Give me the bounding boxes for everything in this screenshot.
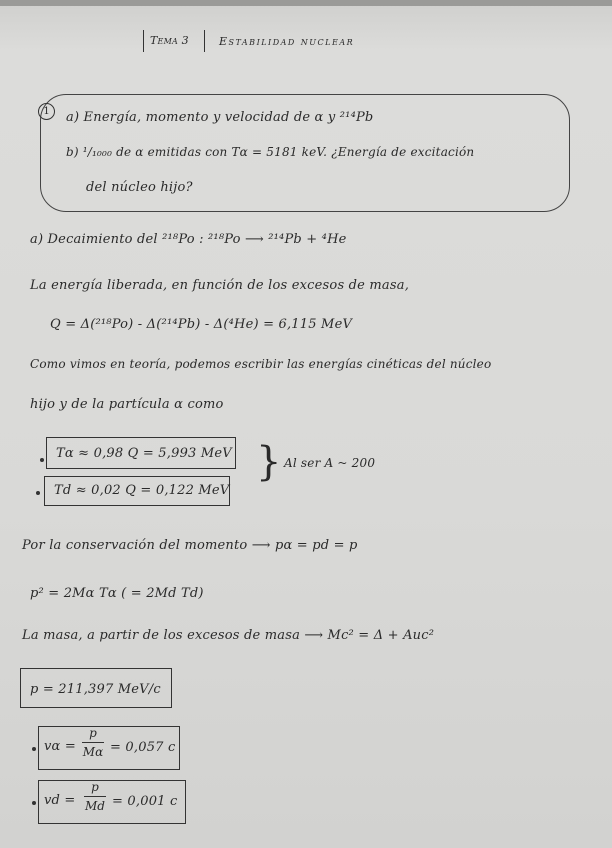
v-d-fraction xyxy=(84,780,106,813)
v-d-denominator: Md xyxy=(85,799,105,813)
problem-part-b-line2: del núcleo hijo? xyxy=(86,180,193,195)
t-alpha-result: Tα ≈ 0,98 Q = 5,993 MeV xyxy=(56,446,232,461)
momentum-equation: p² = 2Mα Tα ( = 2Md Td) xyxy=(30,586,204,601)
theory-text: Como vimos en teoría, podemos escribir las energías cinéticas del núcleo xyxy=(30,357,492,371)
p-result: p = 211,397 MeV/c xyxy=(30,682,161,697)
fraction-bar xyxy=(84,796,106,797)
fraction-bar xyxy=(82,742,104,743)
q-value-equation: Q = Δ(²¹⁸Po) - Δ(²¹⁴Pb) - Δ(⁴He) = 6,115 MeV xyxy=(50,317,353,332)
page-top-edge xyxy=(0,0,612,6)
momentum-conservation: Por la conservación del momento ⟶ pα = pd = p xyxy=(22,538,358,553)
bullet xyxy=(36,491,40,495)
theory-text-2: hijo y de la partícula α como xyxy=(30,397,224,412)
bullet xyxy=(32,801,36,805)
v-alpha-numerator: p xyxy=(89,726,97,740)
mass-number-note: Al ser A ~ 200 xyxy=(284,456,376,470)
bullet xyxy=(40,458,44,462)
problem-part-b-line1: b) ¹/₁₀₀₀ de α emitidas con Tα = 5181 keV. ¿Energía de excitación xyxy=(66,145,475,159)
decay-equation: a) Decaimiento del ²¹⁸Po : ²¹⁸Po ⟶ ²¹⁴Pb + ⁴He xyxy=(30,232,347,247)
problem-number: 1 xyxy=(38,103,55,120)
brace: } xyxy=(256,439,282,485)
v-d-value: = 0,001 c xyxy=(112,794,178,809)
v-alpha-value: = 0,057 c xyxy=(110,740,176,755)
v-d-numerator: p xyxy=(91,780,99,794)
v-d-label: vd = xyxy=(44,793,76,808)
bullet xyxy=(32,747,36,751)
problem-part-a: a) Energía, momento y velocidad de α y ²¹⁴Pb xyxy=(66,110,374,125)
t-d-result: Td ≈ 0,02 Q = 0,122 MeV xyxy=(54,483,230,498)
v-alpha-fraction xyxy=(82,726,104,759)
v-alpha-denominator: Mα xyxy=(82,745,104,759)
v-alpha-label: vα = xyxy=(44,739,76,754)
tema-label: Tema 3 xyxy=(150,34,189,47)
energy-released-text: La energía liberada, en función de los excesos de masa, xyxy=(30,278,410,293)
mass-equation: La masa, a partir de los excesos de masa ⟶ Mc² = Δ + Auc² xyxy=(22,628,435,643)
page-title: Estabilidad nuclear xyxy=(219,35,355,48)
